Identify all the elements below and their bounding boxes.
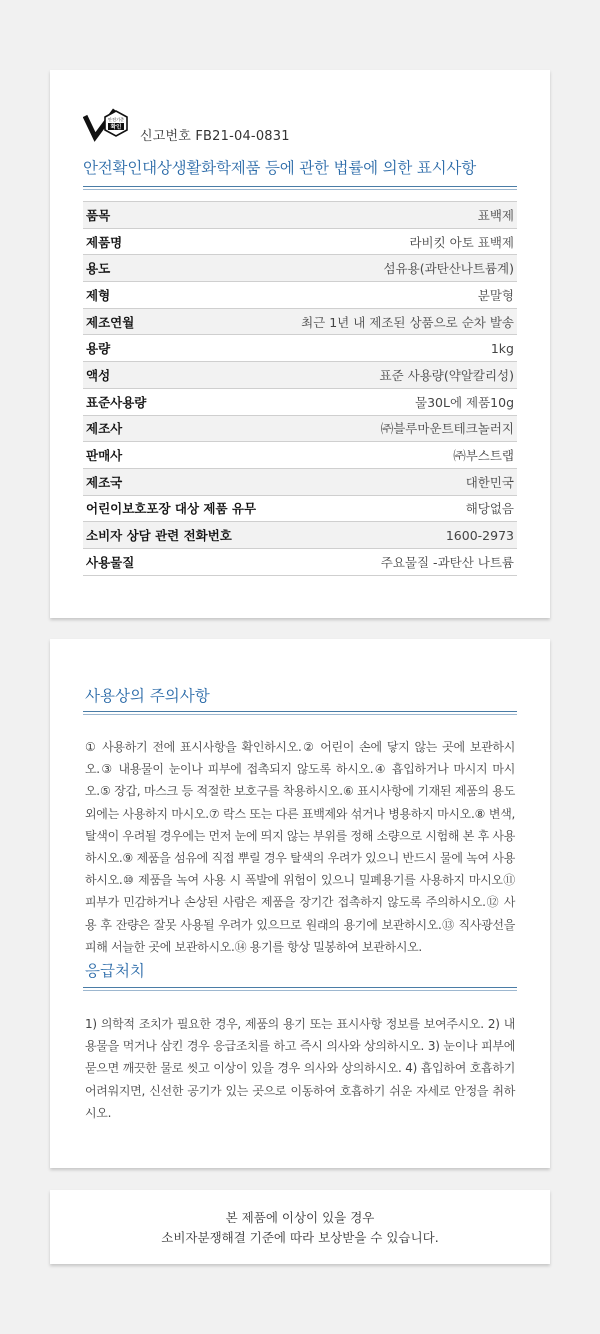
spec-value: 분말형: [276, 282, 517, 309]
spec-label: 소비자 상담 관련 전화번호: [83, 522, 276, 549]
notice-line-2: 소비자분쟁해결 기준에 따라 보상받을 수 있습니다.: [161, 1230, 439, 1245]
spec-label: 표준사용량: [83, 388, 276, 415]
spec-label: 용량: [83, 335, 276, 362]
mark-label: 확인: [110, 124, 122, 131]
spec-value: 라비킷 아토 표백제: [276, 228, 517, 255]
spec-value: ㈜부스트랩: [276, 442, 517, 469]
spec-value: 물30L에 제품10g: [276, 388, 517, 415]
spec-table: [83, 201, 517, 576]
first-aid-title: 응급처치: [85, 962, 145, 980]
spec-value: ㈜블루마운트테크놀러지: [276, 415, 517, 442]
spec-row: [83, 415, 517, 442]
spec-value: 1600-2973: [276, 522, 517, 549]
spec-label: 사용물질: [83, 548, 276, 575]
certification-row: [83, 106, 290, 144]
spec-value: 섬유용(과탄산나트륨계): [276, 255, 517, 282]
spec-label: 어린이보호포장 대상 제품 유무: [83, 495, 276, 522]
report-number: 신고번호 FB21-04-0831: [140, 129, 290, 144]
spec-value: 대한민국: [276, 468, 517, 495]
precautions-divider: [83, 711, 517, 715]
spec-label: 액성: [83, 362, 276, 389]
spec-row: [83, 362, 517, 389]
spec-label: 제품명: [83, 228, 276, 255]
spec-row: [83, 442, 517, 469]
spec-label: 제조국: [83, 468, 276, 495]
spec-value: 표백제: [276, 202, 517, 229]
title-divider: [83, 186, 517, 190]
spec-label: 제형: [83, 282, 276, 309]
first-aid-divider: [83, 987, 517, 991]
spec-value: 주요물질 -과탄산 나트륨: [276, 548, 517, 575]
spec-value: 표준 사용량(약알칼리성): [276, 362, 517, 389]
compensation-notice: [50, 1208, 550, 1248]
spec-label: 제조연월: [83, 308, 276, 335]
spec-row: [83, 255, 517, 282]
mark-top-text: 안전기준: [107, 117, 125, 122]
document-title: 안전확인대상생활화학제품 등에 관한 법률에 의한 표시사항: [83, 159, 476, 177]
spec-row: [83, 548, 517, 575]
safety-check-mark-icon: [83, 106, 139, 144]
spec-value: 해당없음: [276, 495, 517, 522]
precautions-title: 사용상의 주의사항: [85, 687, 210, 705]
spec-row: [83, 335, 517, 362]
compensation-notice-card: [50, 1190, 550, 1264]
usage-guide-card: [50, 639, 550, 1168]
label-info-card: [50, 70, 550, 618]
spec-row: [83, 468, 517, 495]
spec-row: [83, 388, 517, 415]
spec-label: 품목: [83, 202, 276, 229]
spec-value: 1kg: [276, 335, 517, 362]
notice-line-1: 본 제품에 이상이 있을 경우: [225, 1210, 375, 1225]
precautions-text: ① 사용하기 전에 표시사항을 확인하시오.② 어린이 손에 닿지 않는 곳에 보관하시오.③ 내용물이 눈이나 피부에 접촉되지 않도록 하시오.④ 흡입하거나 마시지 마시오.⑤ 장갑, 마스크 등 적절한 보호구를 착용하시오.⑥ 표시사항에 기재된 제품의 용도 외에는 사용하지 마시오.⑦ 락스 또는 다른 표백제와 섞거나 병용하지 마시오.⑧ 변색, 탈색이 우려될 경우에는 먼저 눈에 띄지 않는 부위를 정해 소량으로 시험해 본 후 사용하시오.⑨ 제품을 섬유에 직접 뿌릴 경우 탈색의 우려가 있으니 반드시 물에 녹여 사용하시오.⑩ 제품을 녹여 사용 시 폭발에 위험이 있으니 밀폐용기를 사용하지 마시오⑪ 피부가 민감하거나 손상된 사람은 제품을 장기간 접촉하지 않도록 주의하시오.⑫ 사용 후 잔량은 잘못 사용될 우려가 있으므로 원래의 용기에 보관하시오.⑬ 직사광선을 피해 서늘한 곳에 보관하시오.⑭ 용기를 항상 밀봉하여 보관하시오.: [85, 740, 515, 954]
spec-value: 최근 1년 내 제조된 상품으로 순차 발송: [276, 308, 517, 335]
spec-label: 제조사: [83, 415, 276, 442]
first-aid-text: 1) 의학적 조치가 필요한 경우, 제품의 용기 또는 표시사항 정보를 보여주시오. 2) 내용물을 먹거나 삼킨 경우 응급조치를 하고 즉시 의사와 상의하시오. 3) 눈이나 피부에 묻으면 깨끗한 물로 씻고 이상이 있을 경우 의사와 상의하시오. 4) 흡입하여 호흡하기 어려워지면, 신선한 공기가 있는 곳으로 이동하여 호흡하기 쉬운 자세로 안정을 취하시오.: [85, 1017, 515, 1120]
spec-row: [83, 228, 517, 255]
spec-row: [83, 308, 517, 335]
spec-label: 판매사: [83, 442, 276, 469]
spec-row: [83, 282, 517, 309]
spec-label: 용도: [83, 255, 276, 282]
spec-row: [83, 522, 517, 549]
spec-row: [83, 202, 517, 229]
spec-row: [83, 495, 517, 522]
